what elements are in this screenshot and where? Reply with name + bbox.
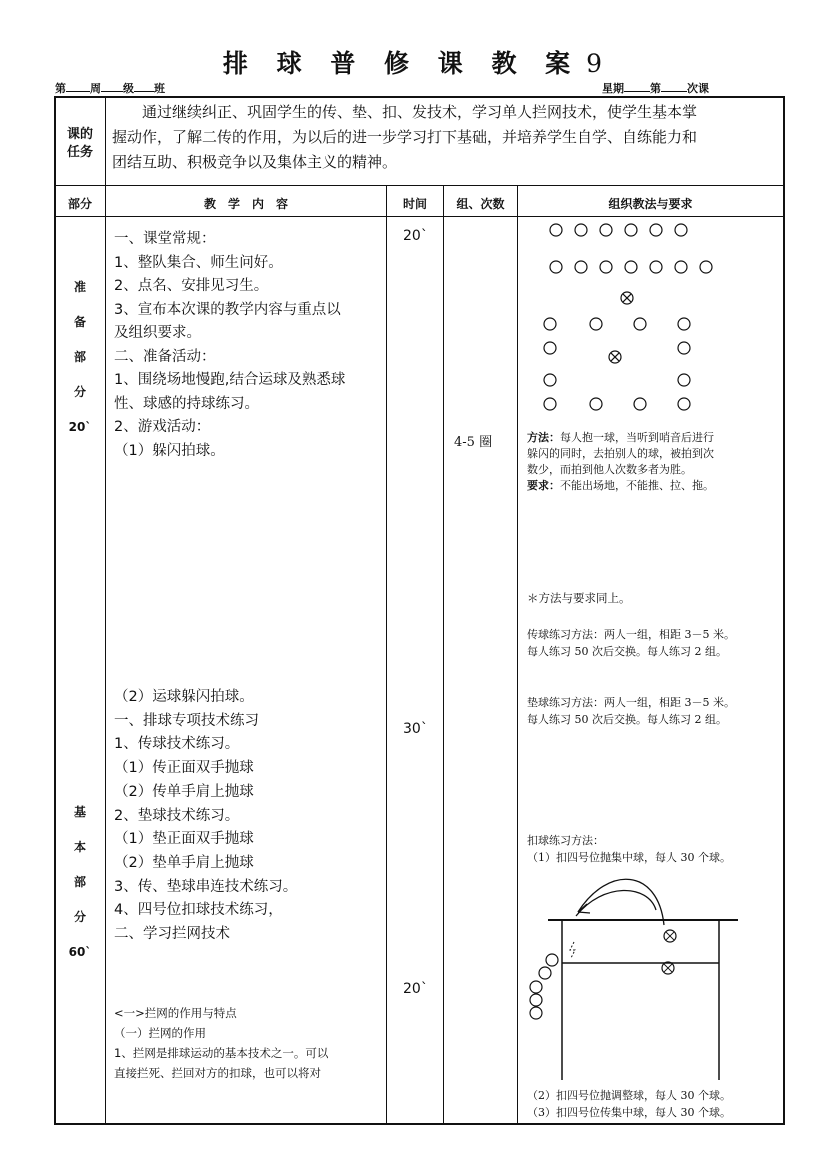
basic-time-2: 20` bbox=[403, 981, 428, 997]
table-right-border bbox=[783, 96, 785, 1124]
column-divider bbox=[386, 185, 387, 1123]
teacher-marker-icon bbox=[621, 292, 633, 304]
org-dig: 垫球练习方法：两人一组，相距 3－5 米。 每人练习 50 次后交换。每人练习 2 组。 bbox=[527, 696, 735, 726]
prep-method: 方法：每人抱一球，当听到哨音后进行 躲闪的同时，去拍别人的球，被拍到次 数少，而拍到他人次数多者为胜。 要求：不能出场地，不能推、拉、拖。 bbox=[527, 431, 714, 492]
col-header-part: 部分 bbox=[67, 197, 92, 211]
setter-marker-icon bbox=[662, 962, 674, 974]
org-same: ＊方法与要求同上。 bbox=[527, 591, 631, 605]
basic-content-small: <一>拦网的作用与特点 （一）拦网的作用 1、拦网是排球运动的基本技术之一。可以 直接拦死、拦回对方的扣球，也可以将对 bbox=[114, 1006, 329, 1080]
col-header-content: 教 学 内 容 bbox=[203, 197, 288, 211]
spike-court-diagram bbox=[518, 870, 783, 1085]
row-divider bbox=[54, 185, 785, 186]
task-text: 通过继续纠正、巩固学生的传、垫、扣、发技术，学习单人拦网技术，使学生基本掌 握动作，了解二传的作用，为以后的进一步学习打下基础，并培养学生自学、自练能力和 团结互助、积极竞争以及集体主义的精神。 bbox=[112, 103, 698, 171]
prep-time: 20` bbox=[403, 228, 428, 244]
col-header-time: 时间 bbox=[402, 197, 427, 211]
section-basic-label: 基 本 部 分 60` bbox=[68, 805, 92, 959]
col-header-method: 组织教法与要求 bbox=[608, 197, 693, 211]
section-prep-label: 准 备 部 分 20` bbox=[68, 280, 92, 434]
teacher-marker-icon bbox=[609, 351, 621, 363]
header-day-lesson: 星期 第 次课 bbox=[602, 82, 709, 95]
page-title: 排 球 普 修 课 教 案 9 bbox=[222, 49, 603, 78]
table-top-border bbox=[54, 96, 785, 98]
org-spike: 扣球练习方法： （1）扣四号位抛集中球，每人 30 个球。 bbox=[527, 834, 731, 864]
table-bottom-border bbox=[54, 1123, 785, 1125]
task-label: 课的 任务 bbox=[66, 127, 93, 160]
prep-content: 一、课堂常规： 1、整队集合、师生问好。 2、点名、安排见习生。 3、宣布本次课的教学内容与重点以 及组织要求。 二、准备活动： 1、围绕场地慢跑,结合运球及熟悉球 性、球感的持球练习。 2、游戏活动： （1）躲闪拍球。 bbox=[114, 231, 346, 459]
column-divider bbox=[105, 96, 106, 1124]
row-divider bbox=[54, 216, 785, 217]
col-header-groups: 组、次数 bbox=[456, 197, 505, 211]
column-divider bbox=[443, 185, 444, 1123]
setter-marker-icon bbox=[664, 930, 676, 942]
org-pass: 传球练习方法：两人一组，相距 3－5 米。 每人练习 50 次后交换。每人练习 2 组。 bbox=[527, 628, 735, 658]
basic-time-1: 30` bbox=[403, 721, 428, 737]
header-week-class: 第 周 级 班 bbox=[55, 82, 165, 95]
org-spike-more: （2）扣四号位抛调整球，每人 30 个球。 （3）扣四号位传集中球，每人 30 个球。 bbox=[527, 1089, 731, 1119]
formation-diagram bbox=[518, 218, 783, 418]
basic-content: （2）运球躲闪拍球。 一、排球专项技术练习 1、传球技术练习。 （1）传正面双手抛球 （2）传单手肩上抛球 2、垫球技术练习。 （1）垫正面双手抛球 （2）垫单手肩上抛球 3、传、垫球串连技术练习。 4、四号位扣球技术练习， 二、学习拦网技术 bbox=[114, 689, 298, 943]
prep-groups: 4-5 圈 bbox=[454, 435, 493, 450]
